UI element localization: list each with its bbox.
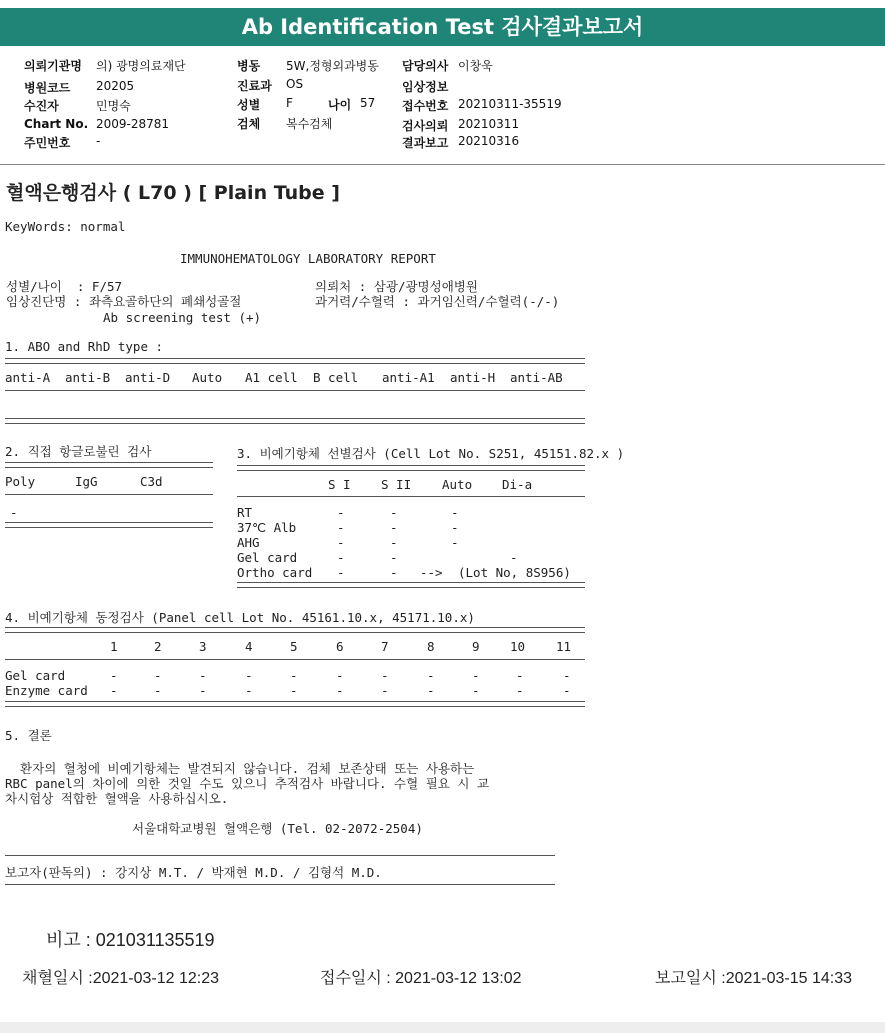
panel-col: 11 — [556, 639, 572, 654]
panel-cell: - — [516, 668, 524, 683]
report-banner: Ab Identification Test 검사결과보고서 — [0, 8, 885, 46]
header-age-value: 57 — [360, 96, 376, 110]
abo-header: anti-D — [125, 370, 171, 385]
panel-col: 6 — [336, 639, 344, 654]
dat-header: C3d — [140, 474, 163, 489]
screen-cell: - — [390, 535, 398, 550]
panel-cell: - — [381, 668, 389, 683]
abo-header: anti-B — [65, 370, 111, 385]
header-chart-no-value: 2009-28781 — [96, 117, 170, 131]
panel-cell: - — [290, 668, 298, 683]
header-receipt-no: 접수번호 — [402, 99, 449, 113]
header-physician: 담당의사 — [402, 59, 449, 73]
diagnosis-extra: Ab screening test (+) — [103, 310, 262, 325]
screen-cell: - — [390, 520, 398, 535]
screen-header: S I — [328, 477, 351, 492]
dat-rule-top — [5, 462, 213, 468]
screen-cell: - — [337, 535, 345, 550]
header-divider — [0, 164, 885, 165]
screen-cell: - — [337, 520, 345, 535]
panel-cell: - — [427, 668, 435, 683]
reporter-rule-top — [5, 855, 555, 856]
panel-rule-bottom — [5, 701, 585, 707]
panel-title: 4. 비예기항체 동정검사 (Panel cell Lot No. 45161.10.x, 45171.10.x) — [5, 610, 475, 625]
panel-cell: - — [516, 683, 524, 698]
section-title: 혈액은행검사 ( L70 ) [ Plain Tube ] — [6, 182, 340, 204]
panel-cell: - — [154, 668, 162, 683]
panel-cell: - — [336, 668, 344, 683]
screen-cell: - — [337, 505, 345, 520]
panel-col: 3 — [199, 639, 207, 654]
report-title: IMMUNOHEMATOLOGY LABORATORY REPORT — [180, 251, 436, 266]
panel-col: 9 — [472, 639, 480, 654]
conclusion-line: 차시험상 적합한 혈액을 사용하십시오. — [5, 791, 229, 806]
abo-header: anti-A — [5, 370, 51, 385]
screen-header: Di-a — [502, 477, 533, 492]
panel-cell: - — [563, 683, 571, 698]
panel-cell: - — [427, 683, 435, 698]
header-report-date-value: 20210316 — [458, 134, 520, 148]
screen-row-name: 37℃ Alb — [237, 520, 297, 535]
transfusion-history: 과거력/수혈력 : 과거임신력/수혈력(-/-) — [315, 294, 560, 309]
screen-row-name: AHG — [237, 535, 260, 550]
header-resident-no: 주민번호 — [24, 136, 71, 150]
panel-cell: - — [563, 668, 571, 683]
received-time: 접수일시 : 2021-03-12 13:02 — [320, 970, 522, 987]
abo-header: A1 cell — [245, 370, 298, 385]
reporter-rule-bottom — [5, 884, 555, 885]
header-report-date: 결과보고 — [402, 136, 449, 150]
panel-cell: - — [336, 683, 344, 698]
dat-title: 2. 직접 항글로불린 검사 — [5, 444, 152, 459]
reporter: 보고자(판독의) : 강지상 M.T. / 박재현 M.D. / 김형석 M.D. — [5, 865, 382, 880]
collected-time: 채혈일시 :2021-03-12 12:23 — [22, 970, 220, 987]
header-age: 나이 — [328, 98, 352, 112]
panel-col: 7 — [381, 639, 389, 654]
header-ward-value: 5W,정형외과병동 — [286, 59, 379, 73]
header-sex: 성별 — [237, 98, 261, 112]
panel-cell: - — [245, 668, 253, 683]
header-request-date: 검사의뢰 — [402, 119, 449, 133]
panel-cell: - — [472, 683, 480, 698]
dat-rule-bottom — [5, 522, 213, 528]
bottom-strip — [0, 1022, 885, 1033]
panel-cell: - — [245, 683, 253, 698]
keywords: KeyWords: normal — [5, 219, 126, 234]
header-resident-no-value: - — [96, 134, 101, 148]
screen-header: S II — [381, 477, 412, 492]
screen-cell: - — [510, 550, 518, 565]
panel-row-name: Gel card — [5, 668, 66, 683]
screen-rule-mid — [237, 496, 585, 497]
screen-header: Auto — [442, 477, 473, 492]
header-hospital-code-value: 20205 — [96, 79, 135, 93]
header-specimen-value: 복수검체 — [286, 117, 333, 131]
header-patient: 수진자 — [24, 99, 59, 113]
screen-row-name: Gel card — [237, 550, 298, 565]
dat-header: IgG — [75, 474, 98, 489]
screen-title: 3. 비예기항체 선별검사 (Cell Lot No. S251, 45151.82.x ) — [237, 446, 625, 461]
panel-rule-top — [5, 627, 585, 633]
panel-col: 1 — [110, 639, 118, 654]
header-sex-value: F — [286, 96, 293, 110]
header-department: 진료과 — [237, 79, 272, 93]
abo-rule-top — [5, 358, 585, 364]
note: 비고 : 021031135519 — [46, 930, 215, 950]
dat-value: - — [10, 505, 18, 520]
header-patient-value: 민명숙 — [96, 99, 131, 113]
panel-cell: - — [199, 668, 207, 683]
header-clinical-info: 임상정보 — [402, 80, 449, 94]
requester: 의뢰처 : 삼광/광명성애병원 — [315, 279, 478, 294]
screen-cell: (Lot No, 8S956) — [458, 565, 571, 580]
screen-rule-bottom — [237, 582, 585, 588]
abo-header: Auto — [192, 370, 223, 385]
header-department-value: OS — [286, 77, 304, 91]
conclusion-line: 환자의 혈청에 비예기항체는 발견되지 않습니다. 검체 보존상태 또는 사용하는 — [5, 761, 475, 776]
header-request-date-value: 20210311 — [458, 117, 520, 131]
screen-row-name: Ortho card — [237, 565, 313, 580]
screen-cell: - — [451, 535, 459, 550]
header-chart-no: Chart No. — [24, 117, 89, 131]
abo-header: B cell — [313, 370, 359, 385]
screen-cell: - — [337, 550, 345, 565]
screen-cell: - — [390, 550, 398, 565]
screen-cell: - — [390, 505, 398, 520]
panel-cell: - — [154, 683, 162, 698]
diagnosis: 임상진단명 : 좌측요골하단의 폐쇄성골절 — [6, 294, 242, 309]
panel-cell: - — [110, 683, 118, 698]
panel-cell: - — [290, 683, 298, 698]
header-ward: 병동 — [237, 59, 261, 73]
abo-header: anti-H — [450, 370, 496, 385]
panel-cell: - — [472, 668, 480, 683]
header-receipt-no-value: 20210311-35519 — [458, 97, 562, 111]
panel-rule-mid — [5, 659, 585, 660]
dat-header: Poly — [5, 474, 36, 489]
abo-title: 1. ABO and RhD type : — [5, 339, 164, 354]
header-institution: 의뢰기관명 — [24, 59, 82, 73]
screen-row-name: RT — [237, 505, 253, 520]
panel-col: 4 — [245, 639, 253, 654]
screen-cell: --> — [420, 565, 443, 580]
dat-rule-mid — [5, 494, 213, 495]
screen-cell: - — [337, 565, 345, 580]
abo-header: anti-A1 — [382, 370, 435, 385]
bloodbank-contact: 서울대학교병원 혈액은행 (Tel. 02-2072-2504) — [132, 821, 423, 836]
header-hospital-code: 병원코드 — [24, 81, 71, 95]
panel-row-name: Enzyme card — [5, 683, 88, 698]
screen-cell: - — [451, 520, 459, 535]
abo-rule-mid — [5, 390, 585, 391]
abo-rule-bottom — [5, 418, 585, 424]
header-specimen: 검체 — [237, 117, 261, 131]
sex-age: 성별/나이 : F/57 — [6, 279, 123, 294]
screen-cell: - — [390, 565, 398, 580]
panel-cell: - — [381, 683, 389, 698]
reported-time: 보고일시 :2021-03-15 14:33 — [655, 970, 853, 987]
conclusion-line: RBC panel의 차이에 의한 것일 수도 있으니 추적검사 바랍니다. 수혈 필요 시 교 — [5, 776, 490, 791]
conclusion-title: 5. 결론 — [5, 728, 52, 743]
panel-col: 5 — [290, 639, 298, 654]
header-physician-value: 이창욱 — [458, 59, 493, 73]
panel-col: 8 — [427, 639, 435, 654]
screen-cell: - — [451, 505, 459, 520]
screen-rule-top — [237, 465, 585, 471]
panel-col: 2 — [154, 639, 162, 654]
panel-cell: - — [110, 668, 118, 683]
header-institution-value: 의) 광명의료재단 — [96, 59, 186, 73]
panel-col: 10 — [510, 639, 526, 654]
abo-header: anti-AB — [510, 370, 563, 385]
panel-cell: - — [199, 683, 207, 698]
